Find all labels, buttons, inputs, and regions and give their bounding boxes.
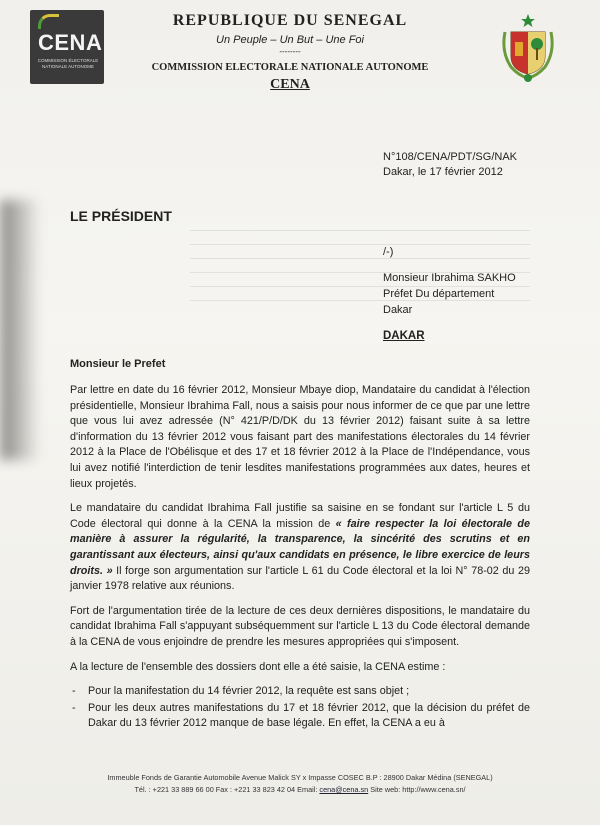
logo-text: CENA — [38, 30, 103, 55]
national-motto: Un Peuple – Un But – Une Foi — [216, 34, 364, 46]
recipient-city: Dakar — [383, 304, 413, 316]
footer-email-link[interactable]: cena@cena.sn — [319, 785, 369, 794]
salutation: Monsieur le Prefet — [70, 358, 166, 370]
footer-address: Immeuble Fonds de Garantie Automobile Avenue Malick SY x Impasse COSEC B.P : 28900 Dakar Médina (SENEGAL) — [107, 773, 493, 782]
paragraph-2 — [70, 501, 530, 595]
reference-number: N°108/CENA/PDT/SG/NAK — [383, 151, 517, 163]
findings-list — [70, 684, 530, 732]
sender-title: LE PRÉSIDENT — [70, 208, 172, 224]
reference-block — [383, 150, 517, 180]
footer-contact — [40, 784, 560, 796]
footer-phone-fax: Tél. : +221 33 889 66 00 Fax : +221 33 823 42 04 Email: — [134, 785, 320, 794]
legal-quote: « faire respecter la loi électorale de manière à assurer la régularité, la transparence, la sincérité des scrutins et en garantissant aux électeurs, ainsi qu'aux candidats en présence, le libre exercice de leurs droits. » — [70, 517, 530, 577]
paragraph-1: Par lettre en date du 16 février 2012, Monsieur Mbaye diop, Mandataire du candidat à l'élection présidentielle, Monsieur Ibrahima Fall, nous a saisis pour nous informer de ce que par une lettre que vous lui avez adressée (N° 421/P/D/DK du 13 février 2012) faisant suite à sa lettre d'information du 13 février 2012 vous faisant part des manifestations électorales du 14 février 2012 à la Place de l'Obélisque et des 17 et 18 février 2012 à la Place de l'Indépendance, vous lui avez notifié l'interdiction de tenir lesdites manifestations programmées aux dates, heures et lieux projetés. — [70, 384, 530, 490]
list-item: - Pour la manifestation du 14 février 2012, la requête est sans objet ; — [70, 684, 530, 700]
list-item: - Pour les deux autres manifestations du 17 et 18 février 2012, que la décision du préfet de Dakar du 13 février 2012 manque de base légale. En effet, la CENA a eu à — [70, 701, 530, 732]
paragraph-3: Fort de l'argumentation tirée de la lecture de ces deux dernières dispositions, le mandataire du candidat Ibrahima Fall s'appuyant subséquemment sur l'article L 13 du Code électoral demande à la CENA de vous enjoindre de prendre les mesures appropriées qui s'imposent. — [70, 604, 530, 648]
paragraph-4: A la lecture de l'ensemble des dossiers dont elle a été saisie, la CENA estime : — [70, 660, 446, 673]
recipient-address — [383, 270, 516, 318]
footer — [40, 772, 560, 796]
republic-title: REPUBLIQUE DU SENEGAL — [172, 12, 408, 29]
recipient-name: Monsieur Ibrahima SAKHO — [383, 272, 516, 284]
letter-body — [70, 383, 530, 733]
logo-swoosh-icon — [38, 14, 59, 29]
footer-website: Site web: http://www.cena.sn/ — [368, 785, 466, 794]
paragraph-2-end: Il forge son argumentation sur l'article L 61 du Code électoral et la loi N° 78-02 du 29 janvier 1978 relative aux réunions. — [70, 564, 531, 593]
commission-acronym: CENA — [270, 77, 310, 92]
cena-logo — [30, 10, 104, 84]
scan-shadow — [0, 200, 40, 460]
recipient-title: Préfet Du département — [383, 288, 495, 300]
logo-subtitle: COMMISSION ÉLECTORALE NATIONALE AUTONOME — [37, 58, 99, 69]
commission-name: COMMISSION ELECTORALE NATIONALE AUTONOME — [151, 62, 429, 73]
senegal-coat-of-arms-icon — [497, 12, 559, 84]
recipient-prefix: /-) — [383, 246, 394, 258]
recipient-city-caps: DAKAR — [383, 330, 425, 342]
place-date: Dakar, le 17 février 2012 — [383, 166, 503, 178]
separator: -------- — [279, 47, 301, 56]
paragraph-2-intro: Le mandataire du candidat Ibrahima Fall justifie sa saisine en se fondant sur l'article L 5 du Code électoral qui donne à la CENA la mission de — [70, 502, 530, 530]
